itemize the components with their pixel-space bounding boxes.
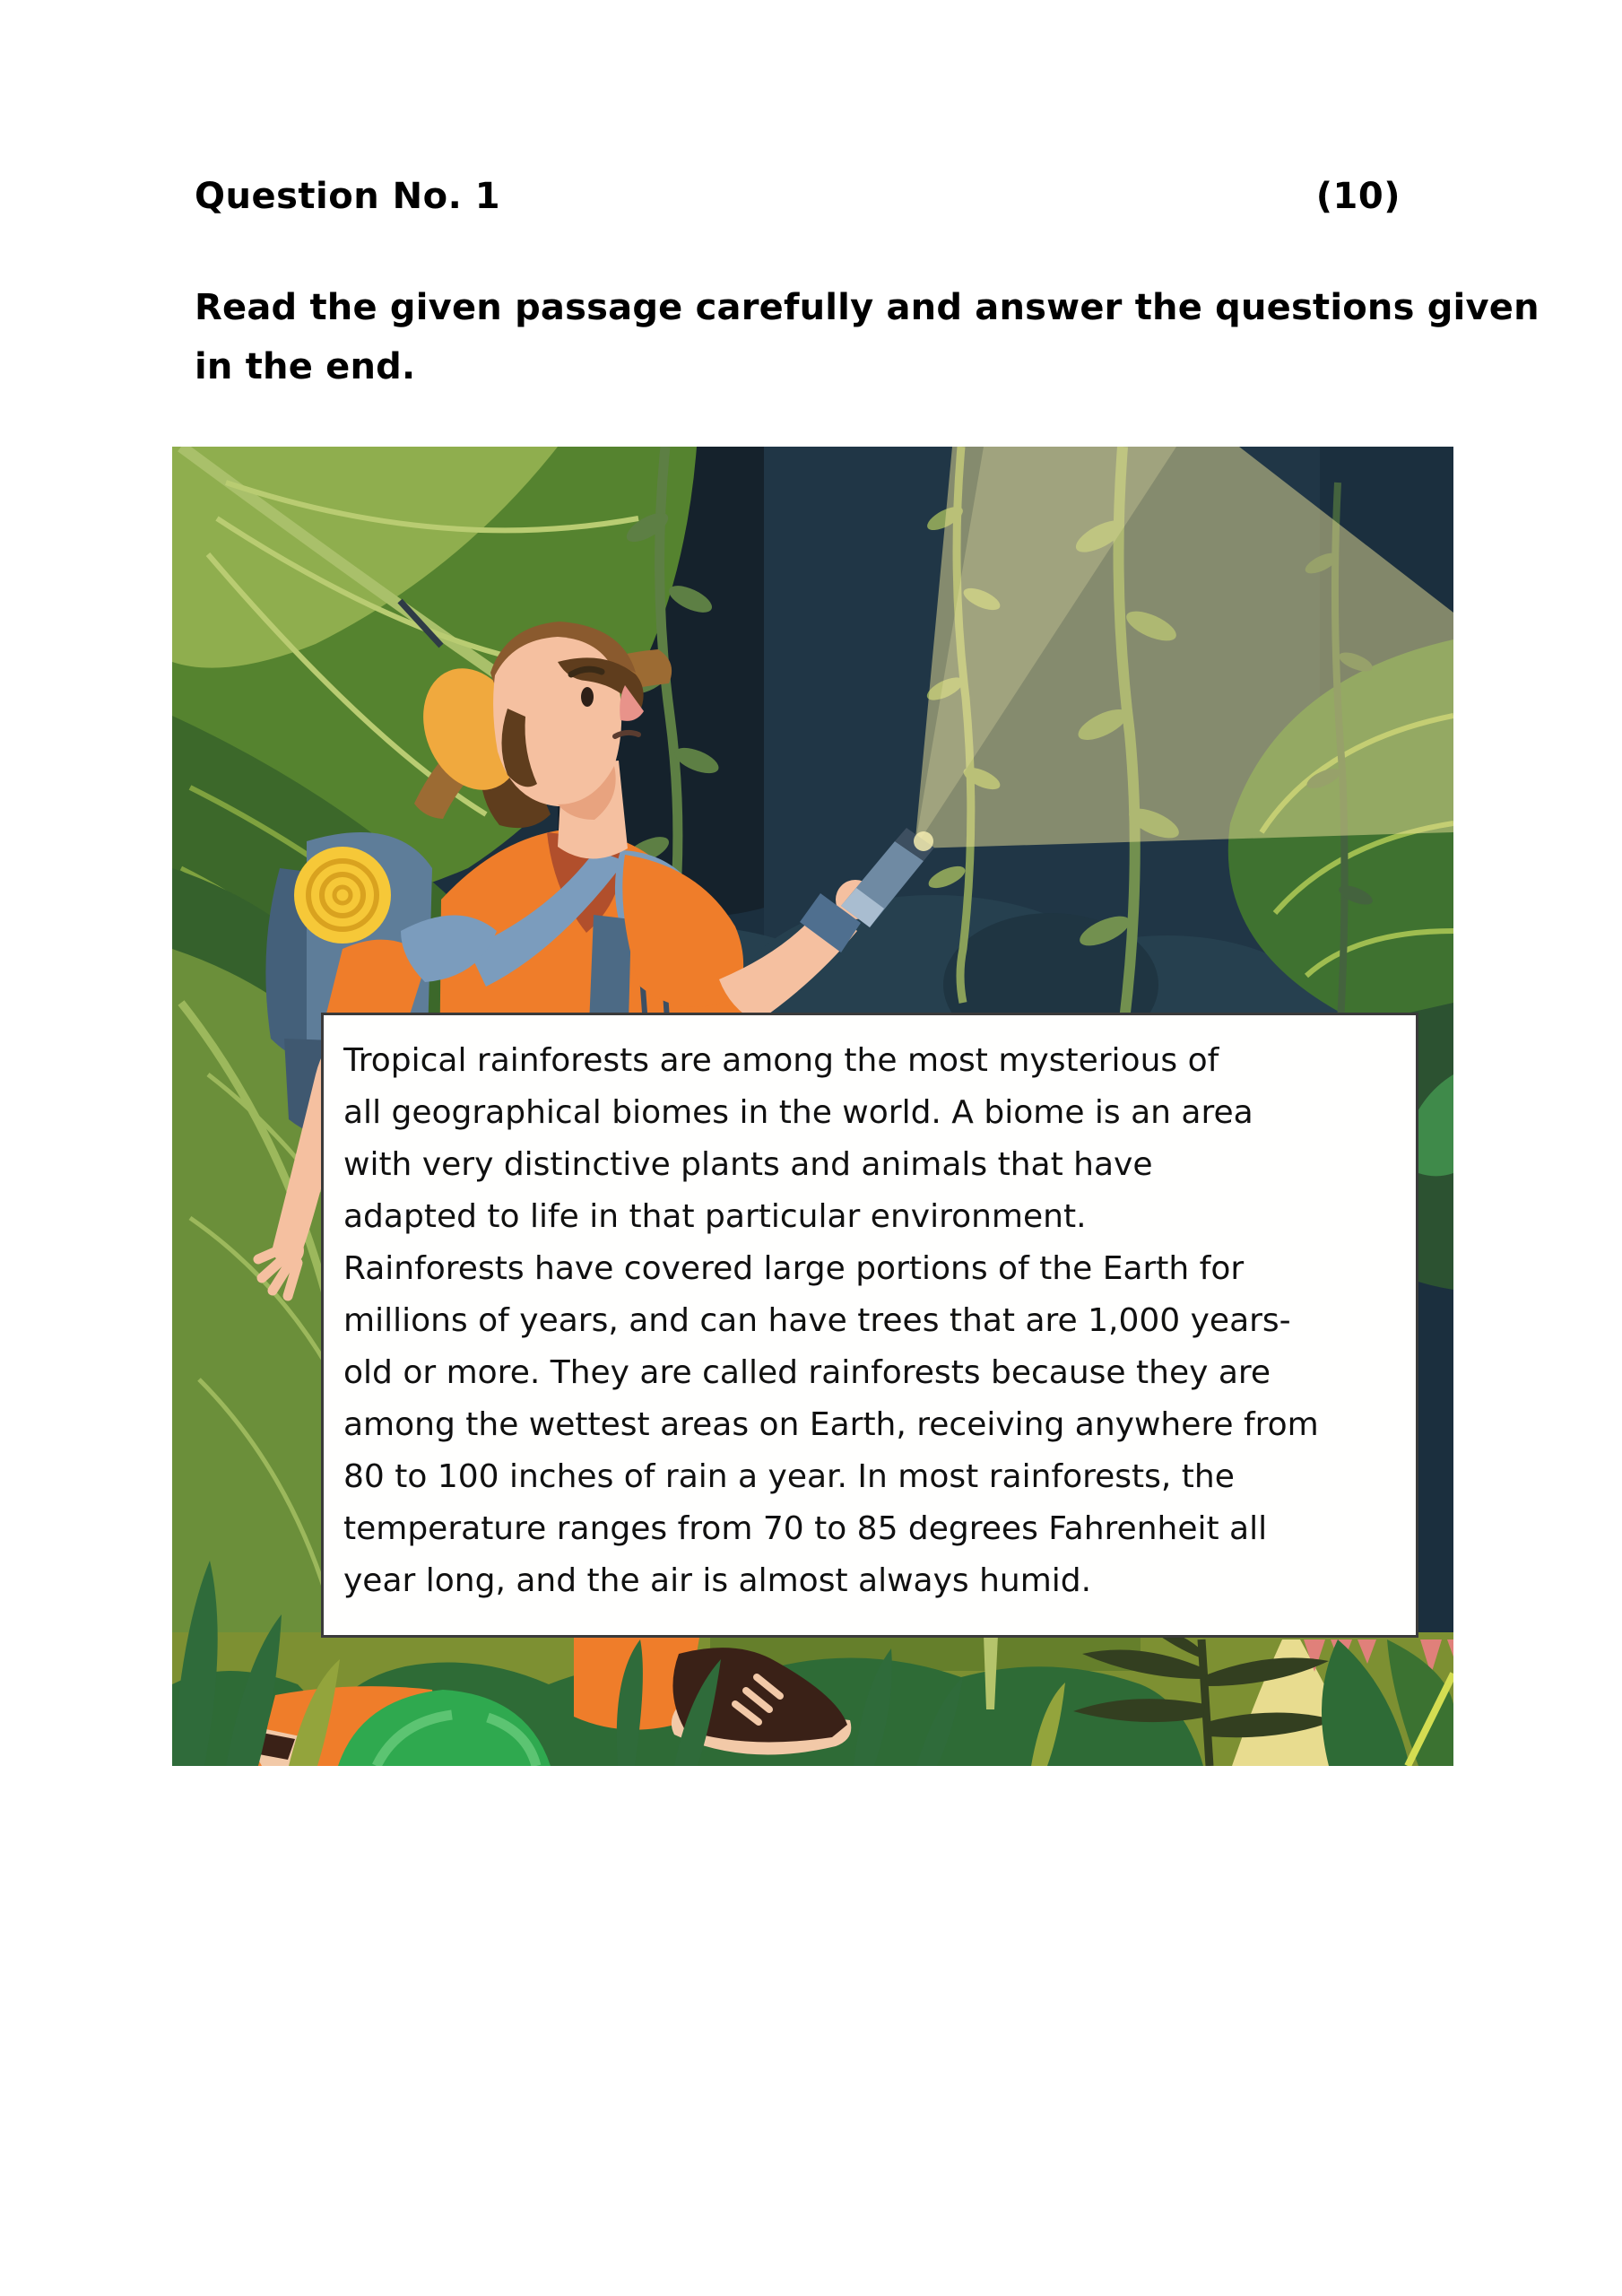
instruction-line: Read the given passage carefully and answer the questions given [195,287,1540,328]
passage-line: Rainforests have covered large portions of the Earth for [343,1250,1245,1287]
bedroll-coil [294,847,391,944]
passage-line: Tropical rainforests are among the most mysterious of [343,1042,1219,1079]
passage-line: old or more. They are called rainforests because they are [343,1354,1271,1391]
passage-box [321,1013,1418,1638]
passage-line: millions of years, and can have trees that are 1,000 years- [343,1302,1291,1339]
flashlight-glow [914,831,933,851]
passage-line: adapted to life in that particular environment. [343,1198,1087,1235]
question-header [195,176,1401,217]
passage-line: year long, and the air is almost always humid. [343,1562,1092,1599]
passage-line: among the wettest areas on Earth, receiving anywhere from [343,1406,1319,1443]
instruction-text [195,278,1540,396]
question-label: Question No. 1 [195,176,501,217]
passage-line: 80 to 100 inches of rain a year. In most rainforests, the [343,1458,1235,1495]
passage-line: temperature ranges from 70 to 85 degrees Fahrenheit all [343,1510,1268,1547]
marks-label: (10) [1315,176,1401,217]
instruction-line: in the end. [195,346,416,387]
passage-line: with very distinctive plants and animals that have [343,1146,1153,1183]
passage-line: all geographical biomes in the world. A biome is an area [343,1094,1253,1131]
eye [581,687,594,707]
